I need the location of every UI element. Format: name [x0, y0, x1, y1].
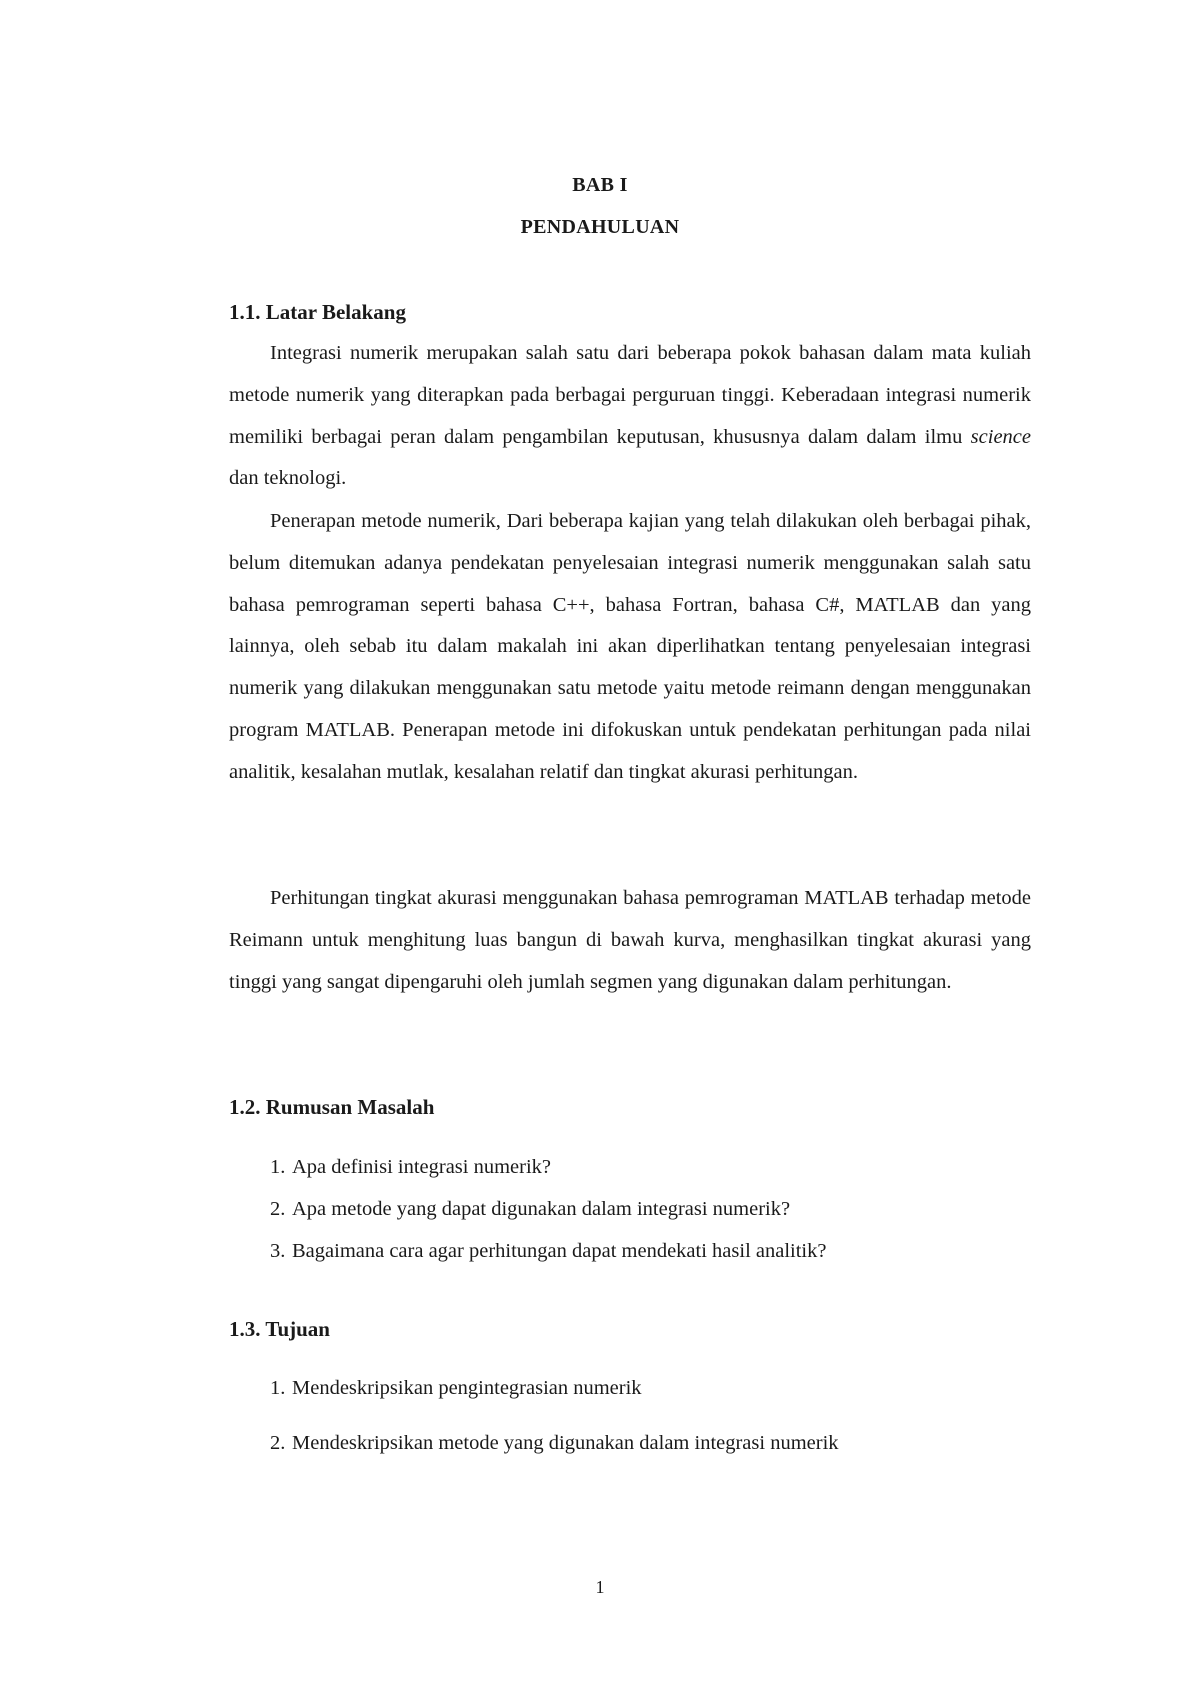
- page-number: 1: [595, 1577, 605, 1597]
- list-item: [229, 1146, 826, 1188]
- list-item-text: Mendeskripsikan pengintegrasian numerik: [292, 1377, 642, 1399]
- paragraph-latar-2: Penerapan metode numerik, Dari beberapa kajian yang telah dilakukan oleh berbagai pihak, belum ditemukan adanya pendekatan penyelesaian integrasi numerik menggunakan salah satu bahasa pemrograman seperti bahasa C++, bahasa Fortran, bahasa C#, MATLAB dan yang lainnya, oleh sebab itu dalam makalah ini akan diperlihatkan tentang penyelesaian integrasi numerik yang dilakukan menggunakan satu metode yaitu metode reimann dengan menggunakan program MATLAB. Penerapan metode ini difokuskan untuk pendekatan perhitungan pada nilai analitik, kesalahan mutlak, kesalahan relatif dan tingkat akurasi perhitungan.: [229, 510, 1031, 783]
- chapter-title: PENDAHULUAN: [520, 216, 680, 238]
- chapter-label: BAB I: [572, 174, 628, 196]
- section-heading-rumusan-masalah: 1.2. Rumusan Masalah: [229, 1095, 435, 1119]
- list-item-text: Apa metode yang dapat digunakan dalam integrasi numerik?: [292, 1198, 791, 1220]
- list-item-number: 3.: [270, 1240, 286, 1262]
- tujuan-list: [229, 1367, 839, 1477]
- paragraph-latar-1-text-end: dan teknologi.: [229, 467, 347, 490]
- italic-term-science: science: [970, 425, 1031, 448]
- list-item: [229, 1188, 826, 1230]
- list-item-number: 2.: [270, 1432, 286, 1454]
- list-item: [229, 1422, 839, 1477]
- list-item-number: 1.: [270, 1156, 286, 1178]
- list-item-number: 1.: [270, 1377, 286, 1399]
- section-heading-latar-belakang: 1.1. Latar Belakang: [229, 300, 406, 324]
- list-item-text: Apa definisi integrasi numerik?: [292, 1156, 552, 1178]
- list-item-text: Bagaimana cara agar perhitungan dapat mendekati hasil analitik?: [292, 1240, 827, 1262]
- paragraph-latar-1-text-start: Integrasi numerik merupakan salah satu dari beberapa pokok bahasan dalam mata kuliah metode numerik yang diterapkan pada berbagai perguruan tinggi. Keberadaan integrasi numerik memiliki berbagai peran dalam pengambilan keputusan, khususnya dalam dalam ilmu: [229, 342, 1031, 448]
- list-item: [229, 1367, 839, 1422]
- list-item: [229, 1230, 826, 1272]
- list-item-text: Mendeskripsikan metode yang digunakan dalam integrasi numerik: [292, 1432, 839, 1454]
- paragraph-latar-1: [229, 333, 1031, 500]
- section-heading-tujuan: 1.3. Tujuan: [229, 1317, 330, 1341]
- rumusan-masalah-list: [229, 1146, 826, 1272]
- list-item-number: 2.: [270, 1198, 286, 1220]
- paragraph-latar-3: Perhitungan tingkat akurasi menggunakan bahasa pemrograman MATLAB terhadap metode Reimann untuk menghitung luas bangun di bawah kurva, menghasilkan tingkat akurasi yang tinggi yang sangat dipengaruhi oleh jumlah segmen yang digunakan dalam perhitungan.: [229, 887, 1031, 993]
